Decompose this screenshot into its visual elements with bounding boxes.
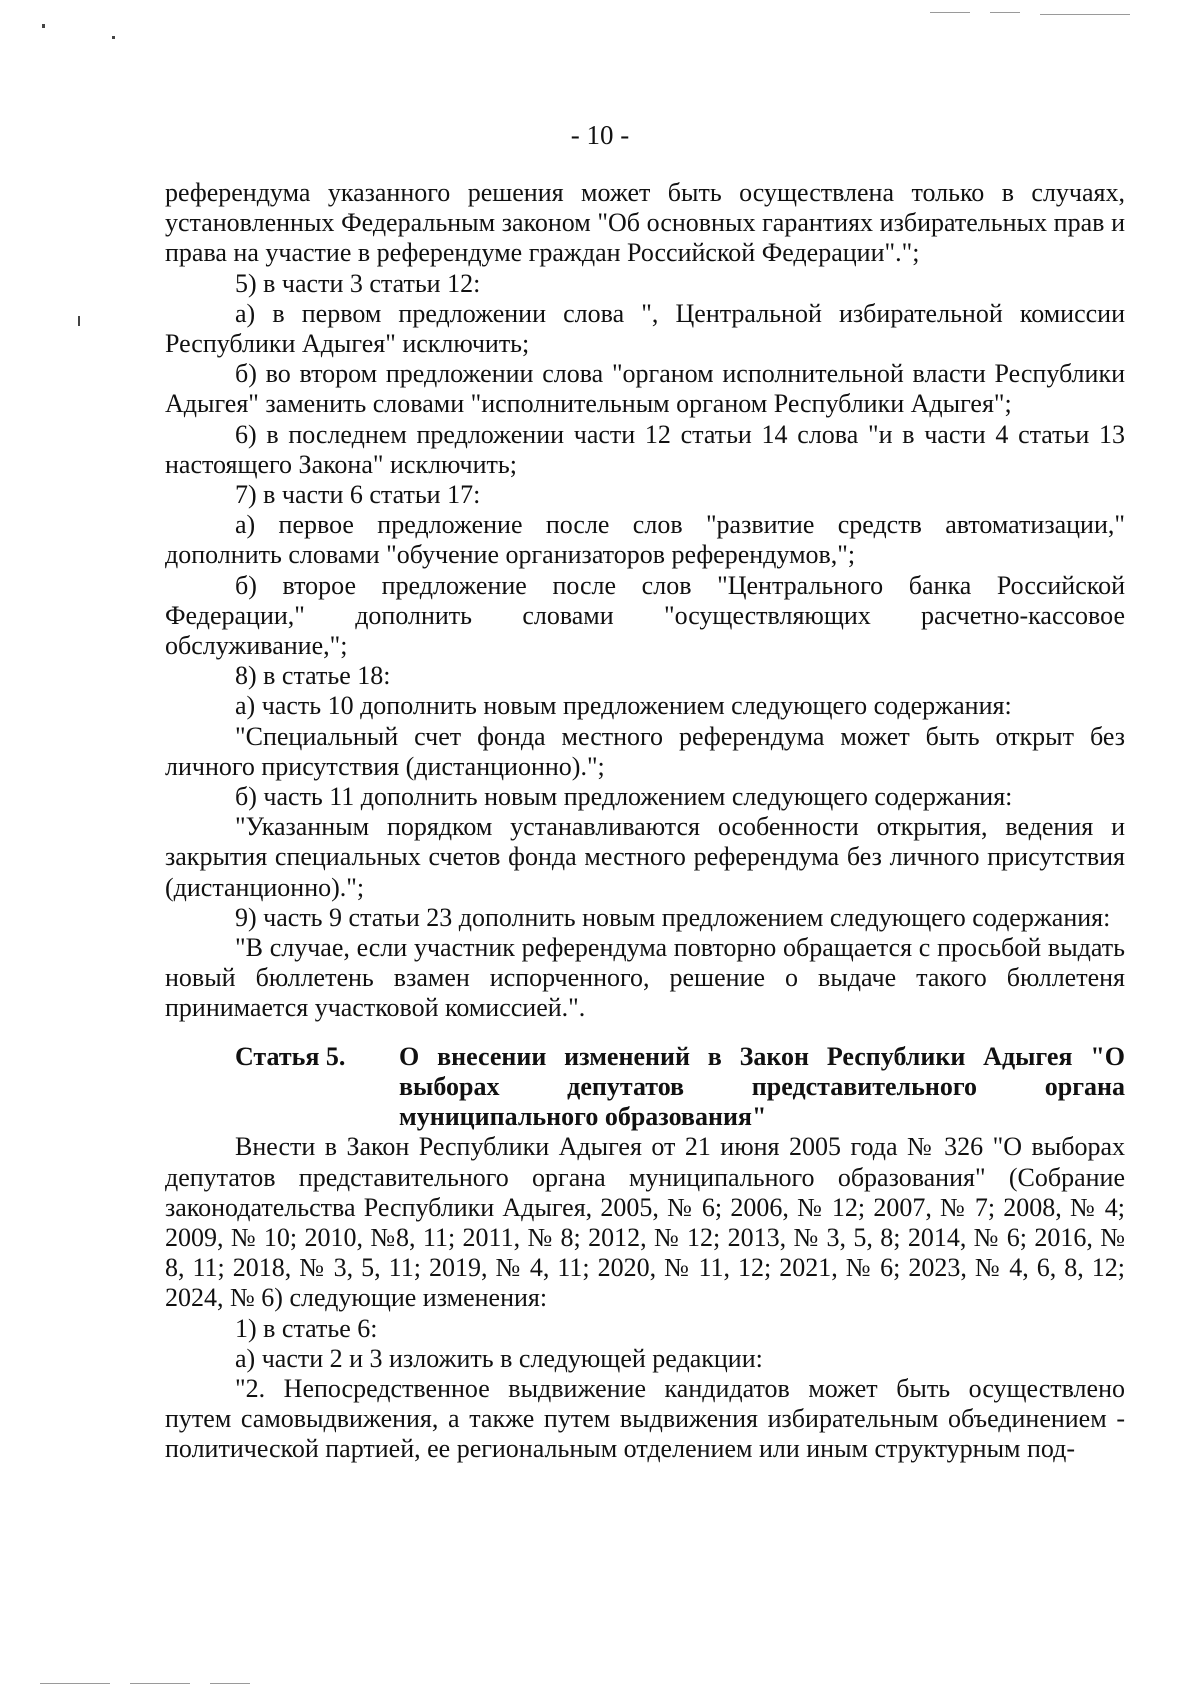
- scan-line: [130, 1683, 190, 1684]
- article-label: Статья 5.: [235, 1041, 346, 1071]
- paragraph: "Указанным порядком устанавливаются особенности открытия, ведения и закрытия специальных счетов фонда местного референдума без личного присутствия (дистанционно).";: [165, 812, 1125, 902]
- paragraph: 8) в статье 18:: [235, 661, 391, 691]
- paragraph: а) в первом предложении слова ", Центральной избирательной комиссии Республики Адыгея" исключить;: [165, 298, 1125, 359]
- paragraph: "В случае, если участник референдума повторно обращается с просьбой выдать новый бюллетень взамен испорченного, решение о выдаче такого бюллетеня принимается участковой комиссией.".: [165, 933, 1125, 1023]
- body-text: [165, 178, 1125, 1465]
- paragraph: Внести в Закон Республики Адыгея от 21 июня 2005 года № 326 "О выборах депутатов представительного органа муниципального образования" (Собрание законодательства Республики Адыгея, 2005, № 6; 2006, № 12; 2007, № 7; 2008, № 4; 2009, № 10; 2010, №8, 11; 2011, № 8; 2012, № 12; 2013, № 3, 5, 8; 2014, № 6; 2016, № 8, 11; 2018, № 3, 5, 11; 2019, № 4, 11; 2020, № 11, 12; 2021, № 6; 2023, № 4, 6, 8, 12; 2024, № 6) следующие изменения:: [165, 1132, 1125, 1313]
- paragraph: "2. Непосредственное выдвижение кандидатов может быть осуществлено путем самовыдвижения, а также путем выдвижения избирательным объединением - политической партией, ее региональным отделением или иным структурным под-: [165, 1373, 1125, 1464]
- paragraph: б) часть 11 дополнить новым предложением следующего содержания:: [235, 782, 1013, 812]
- paragraph: 7) в части 6 статьи 17:: [235, 480, 481, 510]
- paragraph: 5) в части 3 статьи 12:: [235, 268, 481, 298]
- scan-speck: [112, 36, 115, 39]
- paragraph: а) первое предложение после слов "развитие средств автоматизации," дополнить словами "обучение организаторов референдумов,";: [165, 510, 1125, 570]
- paragraph: 1) в статье 6:: [235, 1313, 378, 1343]
- paragraph: "Специальный счет фонда местного референдума может быть открыт без личного присутствия (дистанционно).";: [165, 721, 1125, 781]
- paragraph: референдума указанного решения может быть осуществлена только в случаях, установленных Федеральным законом "Об основных гарантиях избирательных прав и права на участие в референдуме граждан Российской Федерации".";: [165, 178, 1125, 268]
- scan-line: [40, 1683, 110, 1684]
- scan-line: [210, 1683, 250, 1684]
- paragraph: б) второе предложение после слов "Центрального банка Российской Федерации," дополнить словами "осуществляющих расчетно-кассовое обслуживание,";: [165, 570, 1125, 661]
- scan-speck: [78, 316, 80, 326]
- scan-line: [990, 12, 1020, 13]
- paragraph: а) части 2 и 3 изложить в следующей редакции:: [235, 1343, 763, 1373]
- page-number: - 10 -: [570, 120, 630, 150]
- paragraph: а) часть 10 дополнить новым предложением следующего содержания:: [235, 691, 1012, 721]
- paragraph: 9) часть 9 статьи 23 дополнить новым предложением следующего содержания:: [235, 902, 1111, 932]
- article-heading: [165, 1042, 1125, 1133]
- paragraph: 6) в последнем предложении части 12 статьи 14 слова "и в части 4 статьи 13 настоящего Закона" исключить;: [165, 419, 1125, 479]
- paragraph: б) во втором предложении слова "органом исполнительной власти Республики Адыгея" заменить словами "исполнительным органом Республики Адыгея";: [165, 359, 1125, 419]
- scan-speck: [42, 24, 45, 28]
- scan-line: [930, 12, 970, 13]
- article-title: О внесении изменений в Закон Республики Адыгея "О выборах депутатов представительного органа муниципального образования": [399, 1041, 1125, 1132]
- scan-line: [1040, 14, 1130, 15]
